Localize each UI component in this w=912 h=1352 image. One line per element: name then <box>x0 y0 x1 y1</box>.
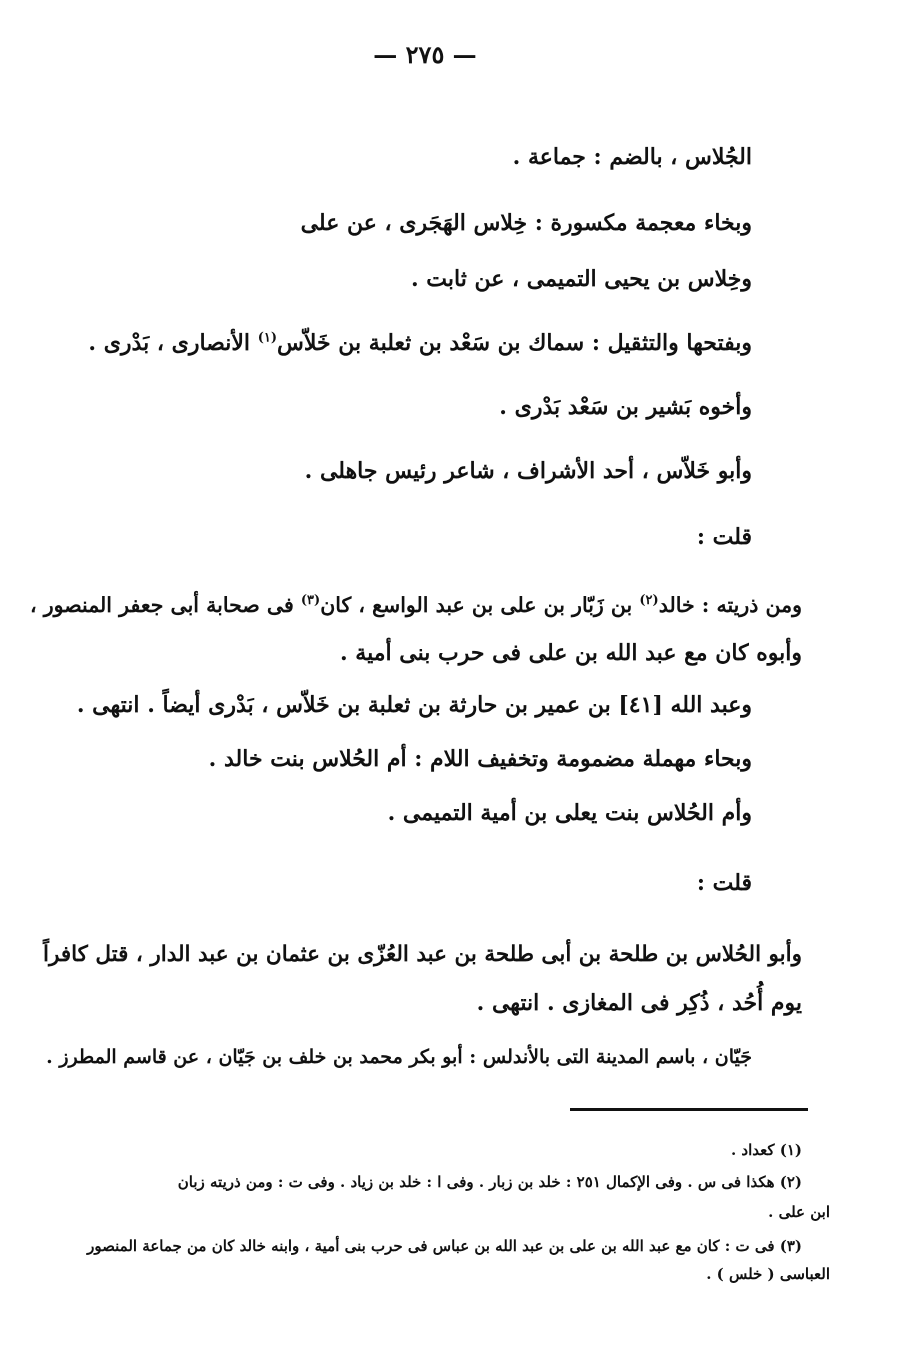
entry-line-4-text-b: الأنصارى ، بَدْرى . <box>88 330 258 356</box>
entry-line-8 <box>30 590 802 620</box>
footnote-2-line-1: (٢) هكذا فى س . وفى الإكمال ٢٥١ : خلد بن زبار . وفى ا : خلد بن زياد . وفى ت : ومن ذريته زبان <box>177 1173 802 1191</box>
footnote-ref-1: (١) <box>257 330 277 346</box>
entry-line-8-text-b: بن زَبّار بن على بن عبد الواسع ، كان <box>320 593 640 617</box>
qult-heading-2: قلت : <box>696 870 752 896</box>
entry-line-14: وأبو الحُلاس بن طلحة بن أبى طلحة بن عبد العُزّى بن عثمان بن عبد الدار ، قتل كافراً <box>43 942 802 967</box>
entry-line-16: جَيّان ، باسم المدينة التى بالأندلس : أبو بكر محمد بن خلف بن جَيّان ، عن قاسم المطرز . <box>46 1046 752 1068</box>
entry-line-5: وأخوه بَشير بن سَعْد بَدْرى . <box>499 394 752 420</box>
entry-line-10: وعبد الله [٤١] بن عمير بن حارثة بن ثعلبة بن خَلاّس ، بَدْرى أيضاً . انتهى . <box>76 692 752 718</box>
footnote-3-line-1: (٣) فى ت : كان مع عبد الله بن على بن عبد الله بن عباس فى حرب بنى أمية ، وابنه خالد كان من جماعة المنصور <box>87 1237 802 1255</box>
footnote-ref-3: (٣) <box>300 593 321 609</box>
entry-line-1: الجُلاس ، بالضم : جماعة . <box>512 144 752 170</box>
entry-line-6: وأبو خَلاّس ، أحد الأشراف ، شاعر رئيس جاهلى . <box>304 458 752 484</box>
entry-line-8-text-a: ومن ذريته : خالد <box>658 593 802 617</box>
entry-line-15: يوم أُحُد ، ذُكِر فى المغازى . انتهى . <box>476 990 802 1016</box>
page-number: — ٢٧٥ — <box>373 40 477 69</box>
footnote-2-line-2: ابن على . <box>768 1203 830 1221</box>
entry-line-4-text-a: وبفتحها والتثقيل : سماك بن سَعْد بن ثعلبة بن خَلاّس <box>277 330 752 356</box>
footnote-1: (١) كعداد . <box>730 1141 802 1159</box>
qult-heading-1: قلت : <box>696 524 752 550</box>
footnote-separator <box>570 1108 808 1111</box>
footnote-ref-2: (٢) <box>639 593 659 609</box>
entry-line-3: وخِلاس بن يحيى التميمى ، عن ثابت . <box>410 266 752 292</box>
entry-line-2: وبخاء معجمة مكسورة : خِلاس الهَجَرى ، عن على <box>300 210 752 236</box>
entry-line-12: وأم الحُلاس بنت يعلى بن أمية التميمى . <box>387 800 752 826</box>
entry-line-9: وأبوه كان مع عبد الله بن على فى حرب بنى أمية . <box>339 640 802 666</box>
entry-line-8-text-c: فى صحابة أبى جعفر المنصور ، <box>30 593 301 617</box>
entry-line-11: وبحاء مهملة مضمومة وتخفيف اللام : أم الحُلاس بنت خالد . <box>208 746 752 772</box>
footnote-3-line-2: العباسى ( خلس ) . <box>706 1265 830 1283</box>
entry-line-4 <box>88 328 752 358</box>
